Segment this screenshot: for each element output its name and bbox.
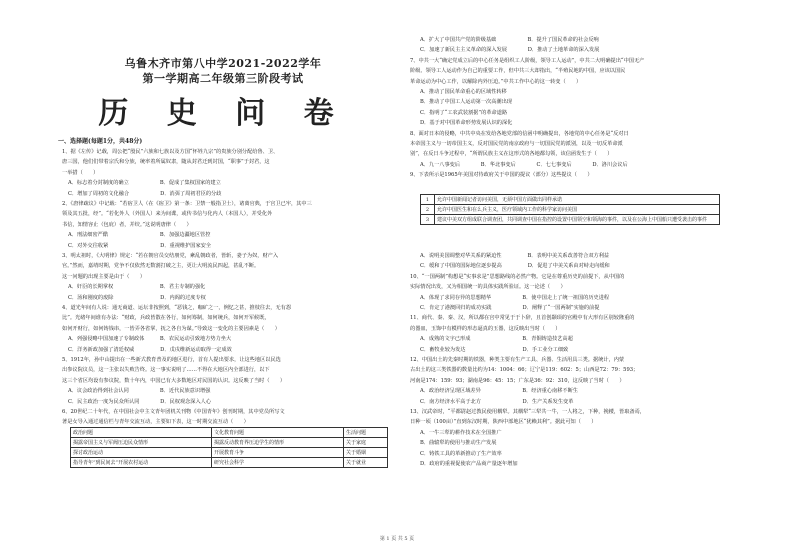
table-cell: 建议中美双方组成联合调查团，共同调查中国在指控的设置中国领空和领海的事件，以及在公海上中国船只遭受袭击的事件 [435, 215, 720, 225]
page-footer: 第 1 页 共 5 页 [379, 536, 415, 542]
question-line: C．缓和了中国的国际地位逐步提高 D．促进了中美关系由对峙走向缓和 [420, 263, 610, 270]
question-line: 别”，在反日斗争过程中，“所谓民族主义在这形式的各地都勾领，该信函发生于（ ） [410, 151, 613, 158]
question-line: 9、下表所示是1965年美国对待政府关于中国的提议（部分）这些提议（ ） [410, 172, 593, 179]
exam-title: 第一学期高二年级第三阶段考试 [142, 72, 304, 85]
table-cell: 3 [421, 215, 435, 225]
question-line: C．畜牧业较为发达 D．手工业分工细致 [420, 346, 569, 353]
question-line: C．加速了新民主主义革命的深入发展 D．推动了土地革命的深入发展 [420, 47, 600, 54]
table-cell: 关于家庭 [343, 438, 387, 448]
question-line: C．指明了“工农武装割据”的革命道路 [420, 109, 508, 116]
table-row [421, 215, 720, 225]
subject-title: 历 史 问 卷 [98, 96, 348, 131]
table-cell: 关于就业 [343, 458, 387, 468]
question-line: 12、中国出土的先秦时期的铁器，种类主要有生产工具、兵器、生活用具三类。据统计，内蒙 [410, 357, 625, 363]
question-line: 3、明太祖时，《大明律》规定：“若在朝官员交结朋党，紊乱朝政者，皆斩，妻子为奴，财产入 [62, 253, 279, 259]
question-line: A．说明美国调整对华关系的紧迫性 B．表明中美关系改善符合双方利益 [420, 253, 610, 259]
question-line: 河南是174：159：93；湖南是96：45：15；广东是36：92：310，这反映了当时（ ） [410, 377, 625, 384]
table-row [71, 458, 388, 468]
question-line: C．增加了周初的文化融合 D．消弭了周初君臣的分歧 [68, 190, 222, 197]
table-row [421, 205, 720, 215]
question-line: 11、商代、秦、秦、汉，所以都在宫中常见于于卜辞，且首创颛顼的官殿中有大形有区别较隆重的 [410, 315, 635, 322]
question-line: 古出土的这三类铁器的数量比约为14：1004：66；辽宁是119：602：5；山西是72：79：593； [410, 367, 639, 374]
question-line: A．标志着分封制度的确立 B．促成了集权国家的建立 [68, 180, 221, 187]
table-row [71, 438, 388, 448]
question-line: B．曲辕犁的使用与推动生产发展 [420, 440, 497, 447]
question-line: 一举措（ ） [62, 169, 99, 176]
question-line: 2、《唐律疏议》中记载：“若宿卫人（在《宿卫》第一条：卫禁一般指卫士），诸离官典，于宫卫已牢，其中三 [62, 201, 312, 207]
table-header-cell: 文化教育问题 [211, 428, 343, 438]
question-line: 10、“一国两制”构想是“实事求是”思想路线的必然产物。它是在尊重历史的前提下，从中国的 [410, 273, 625, 280]
question-line: 出参议院议员，这一主张以失败告终。这一事实说明了……不得在大地区内全部进行，以下 [62, 367, 270, 374]
question-line: 日种一顷（100亩）”直到东汉时期，陕西中部地区“犹赖其利”。据此可知（ ） [410, 419, 597, 426]
question-line: 8、面对日本的侵略，中共中央在发给各地党部的信函中明确提出，各地党的中心任务是“反对日 [410, 130, 629, 137]
question-line: 13、汉武帝时，“平都尉赵过教民使用耦犁。其耦犁“三犁共一牛，一人将之，下种，挽耧，皆取备焉， [410, 409, 645, 415]
question-line: A．一牛三犁的耕作技术在全国推广 [420, 429, 502, 436]
table-cell: 允许中国医生和在么兵主义，医疗领域内工作的科学家访问美国 [435, 205, 720, 215]
question-line: C．铸铁工具的革新推动了生产效率 [420, 450, 502, 457]
question-line: A．奸臣的长期掌权 B．君主专制的强化 [68, 284, 206, 291]
table-cell: 指导青年“到民间去”开展农村运动 [71, 458, 212, 468]
table-header-cell: 政治问题 [71, 428, 212, 438]
question-line: 书信，知情容止（包庇）者，并绞。”这说明唐律（ ） [62, 221, 192, 228]
question-line: A．列强侵略中国加速了专制政体 B．农民运动引致地方势力坐大 [68, 336, 232, 343]
question-line: C．洋务新政加强了清廷权威 D．戊戌维新运动取得一定成效 [68, 346, 232, 353]
question-line: 本帝国主义与一切帝国主义，反对国民党的南京政府与一切国民党的派别，以及一切反革命派 [410, 141, 623, 147]
question-line: 6、20世纪二十年代，在中国社会中主文青年团机关刊物《中国青年》创刊时期，其中党员所写文 [62, 409, 285, 415]
table-cell: 探讨政治运动 [71, 448, 212, 458]
proposal-table [420, 194, 720, 225]
question-line: 革命运动为中心工作，以解除内外压迫。”中共工作中心的这一转变（ ） [410, 78, 582, 85]
question-line: 著是女导入通过通信栏与青年交流互动，主要如下表，这一时期交流互动（ ） [62, 419, 249, 426]
question-line: B．推动了中国工人运动第一次高潮出现 [420, 99, 512, 106]
school-title: 乌鲁木齐市第八中学2021-2022学年 [124, 57, 322, 70]
question-line: 如何开财行，如何铸钱串，一皆弄各省掌，抚之各自为谋。”导致这一变化的主要因素是（ ） [62, 325, 280, 332]
question-line: A．成熟的文字已形成 B．青铜铸造技艺高超 [420, 336, 573, 343]
table-cell: 揭露帝国主义与军阀压迫民众情形 [71, 438, 212, 448]
question-line: D．基于对中国革命形势发展认识的深化 [420, 120, 513, 127]
question-line: A．政治经济呈现区域差异 B．经济重心南移不断生 [420, 388, 578, 395]
question-line: A．刑法细密严酷 B．加强边疆地区管控 [68, 232, 211, 239]
question-line: A．体现了求同存异的思想精华 B．使中国走上了统一祖国的历史进程 [420, 294, 610, 301]
question-line: C．南方经济水平高于北方 D．生产关系发生变革 [420, 398, 574, 405]
question-line: 这三个省区均设有参议院，数十年内，中国已有大多数地区对民国的认识。这反映了当时（ ） [62, 377, 286, 384]
question-line: 这一问题的出现主要是由于（ ） [62, 273, 146, 280]
question-line: A．议会政治得到社会认同 B．近代民族意识增强 [68, 388, 211, 395]
question-line: 5、1912年，孙中山提出在一些新式教育普及的地区进行，首有人提出要求，让这些地区以民选 [62, 357, 281, 363]
question-line: 官。”然而，嘉靖时期，党争不仅依然无数割打破之主，更让大明流民四起，甚乱不断。 [62, 263, 260, 270]
table-header-cell: 生活问题 [343, 428, 387, 438]
section-heading: 一、选择题(每题1分，共48分) [58, 138, 143, 145]
question-line: 7、中共一大“确定党成立后的中心任务是组织工人阶级，领导工人运动”，中共二大明确提出“中国无产 [410, 57, 645, 64]
table-cell: 1 [421, 195, 435, 205]
question-line: 阶级、领导工人运动作为自己的重要工作，但中共三大却指出，“半殖民地的中国，应该以国民 [410, 68, 626, 75]
question-line: 比”。光绪年间谁有办法：“财政，兵政皆散在各行，如何筹制，如何统兵，如何开军候既， [62, 315, 270, 322]
question-line: A．九一八事变后 B．华北事变后 C．七七事变后 D．洛川会议后 [420, 161, 628, 168]
question-line: C．民主政治一度为民众所认同 D．民权观念深入人心 [68, 398, 212, 405]
question-line: A．推动了国民革命重心的区域性转移 [420, 89, 507, 95]
question-line: 领及其五批，经”。“若化外人（外国人）来为间谍，或传书信与化内人（本国人），并受化外 [62, 211, 273, 218]
table-row [421, 195, 720, 205]
table-cell: 2 [421, 205, 435, 215]
question-line: D．政府的重视促使农产品商产量逐年增加 [420, 461, 518, 467]
table-cell: 揭露反动教育界压迫学生的情形 [211, 438, 343, 448]
table-cell: 关于婚姻 [343, 448, 387, 458]
question-line: C．对外交往收紧 D．重视维护国家安全 [68, 242, 212, 249]
question-line: A．扩大了中国共产党的阶级基础 B．提升了国民革命的社会反响 [420, 37, 599, 43]
table-cell: 允许中国新闻记者访问美国，无须中国方面做出同样承诺 [435, 195, 720, 205]
question-line: 的器皿，玉饰中有模样的形态逼真的玉器，这反映出当时（ ） [410, 325, 561, 332]
comparison-table [70, 427, 388, 468]
question-line: 1、据《左传》记载，周公把“殷民”六族和七族以及方国“怀姓九宗”的贵族分别分配给鲁、卫、 [62, 149, 279, 155]
question-line: C．汤和刚度的废除 D．内阁的过度专权 [68, 294, 206, 301]
question-line: 4、道光年间有人说：通无商道、运坛非按照到，“恶钱之，咖矿之一，例忆之甚，推枝往去，无有怨 [62, 305, 292, 311]
table-cell: 开展教育斗争 [211, 448, 343, 458]
question-line: 实际情况出发，又为相国统一的具体实践所验证。这一论述（ ） [410, 284, 566, 291]
question-line: C．肯定了港澳回归的成功实践 D．阐释了“一国两制”实施的前提 [420, 305, 600, 311]
table-cell: 研究社会科学 [211, 458, 343, 468]
question-line: 唐三国，他们们带着宗氏和分族，统率着所属奴隶，随从封君迁到封国，“职事”于封君，这 [62, 159, 270, 166]
table-row [71, 448, 388, 458]
